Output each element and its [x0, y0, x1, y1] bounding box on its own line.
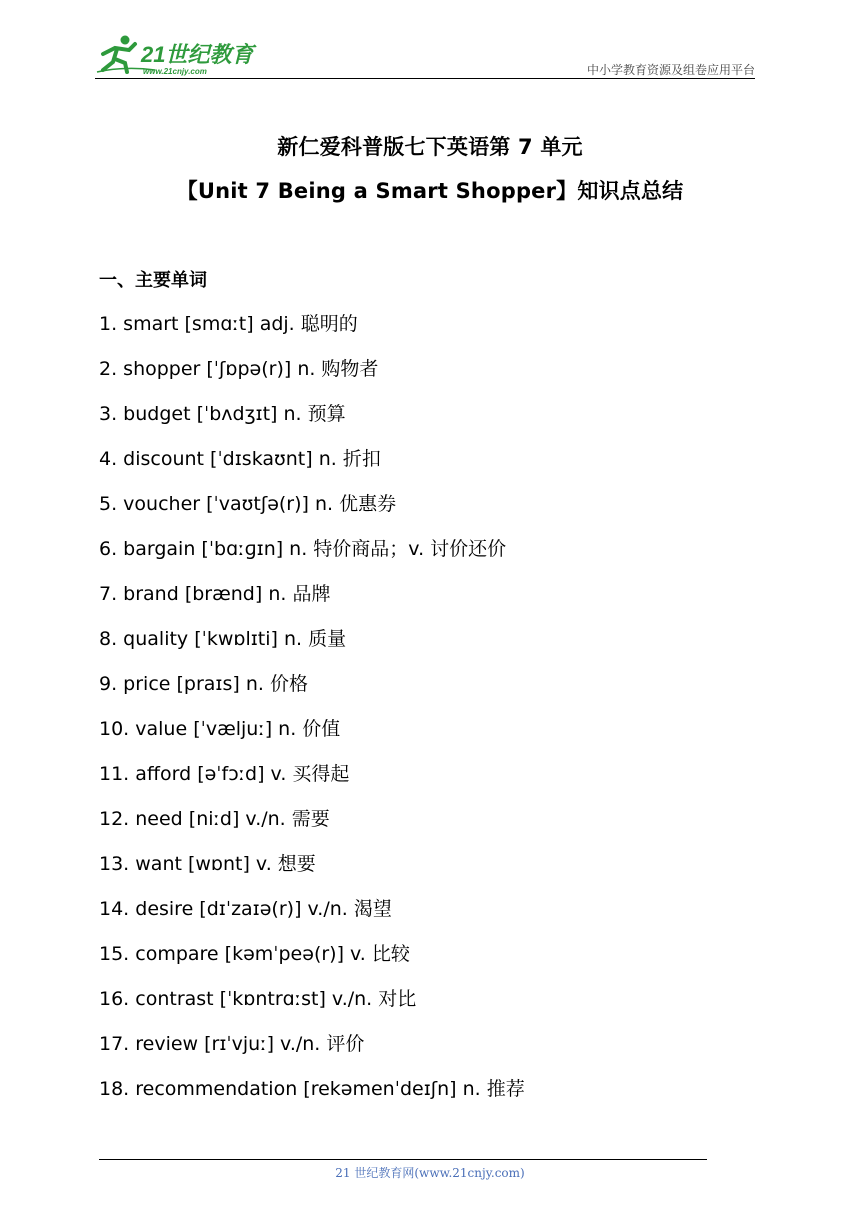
section-heading: 一、主要单词 — [99, 270, 207, 291]
vocabulary-item: 6. bargain [ˈbɑːɡɪn] n. 特价商品；v. 讨价还价 — [99, 538, 507, 560]
logo-text: 21世纪教育 — [141, 42, 254, 67]
vocabulary-item: 3. budget [ˈbʌdʒɪt] n. 预算 — [99, 403, 346, 425]
vocabulary-item: 5. voucher [ˈvaʊtʃə(r)] n. 优惠券 — [99, 493, 397, 515]
vocabulary-item: 17. review [rɪˈvjuː] v./n. 评价 — [99, 1033, 365, 1055]
document-subtitle: 【Unit 7 Being a Smart Shopper】知识点总结 — [176, 179, 684, 203]
vocabulary-item: 16. contrast [ˈkɒntrɑːst] v./n. 对比 — [99, 988, 417, 1010]
page-header — [95, 30, 755, 78]
vocabulary-item: 18. recommendation [rekəmenˈdeɪʃn] n. 推荐 — [99, 1078, 525, 1100]
vocabulary-item: 1. smart [smɑːt] adj. 聪明的 — [99, 313, 358, 335]
vocabulary-item: 9. price [praɪs] n. 价格 — [99, 673, 308, 695]
document-title: 新仁爱科普版七下英语第 7 单元 — [277, 135, 583, 159]
vocabulary-item: 12. need [niːd] v./n. 需要 — [99, 808, 330, 830]
vocabulary-item: 11. afford [əˈfɔːd] v. 买得起 — [99, 763, 350, 785]
vocabulary-item: 13. want [wɒnt] v. 想要 — [99, 853, 316, 875]
header-divider — [95, 78, 755, 79]
logo-url-text: www.21cnjy.com — [143, 67, 207, 76]
footer-divider — [99, 1159, 707, 1160]
vocabulary-item: 10. value [ˈvæljuː] n. 价值 — [99, 718, 341, 740]
vocabulary-item: 14. desire [dɪˈzaɪə(r)] v./n. 渴望 — [99, 898, 392, 920]
vocabulary-item: 8. quality [ˈkwɒlɪti] n. 质量 — [99, 628, 347, 650]
vocabulary-item: 7. brand [brænd] n. 品牌 — [99, 583, 331, 605]
vocabulary-item: 4. discount [ˈdɪskaʊnt] n. 折扣 — [99, 448, 381, 470]
runner-logo-icon — [95, 32, 265, 76]
vocabulary-item: 2. shopper [ˈʃɒpə(r)] n. 购物者 — [99, 358, 379, 380]
footer-link[interactable]: 21 世纪教育网(www.21cnjy.com) — [335, 1166, 525, 1180]
header-tagline: 中小学教育资源及组卷应用平台 — [586, 63, 755, 77]
vocabulary-item: 15. compare [kəmˈpeə(r)] v. 比较 — [99, 943, 410, 965]
vocabulary-list — [99, 309, 525, 1119]
site-logo[interactable] — [95, 32, 265, 76]
